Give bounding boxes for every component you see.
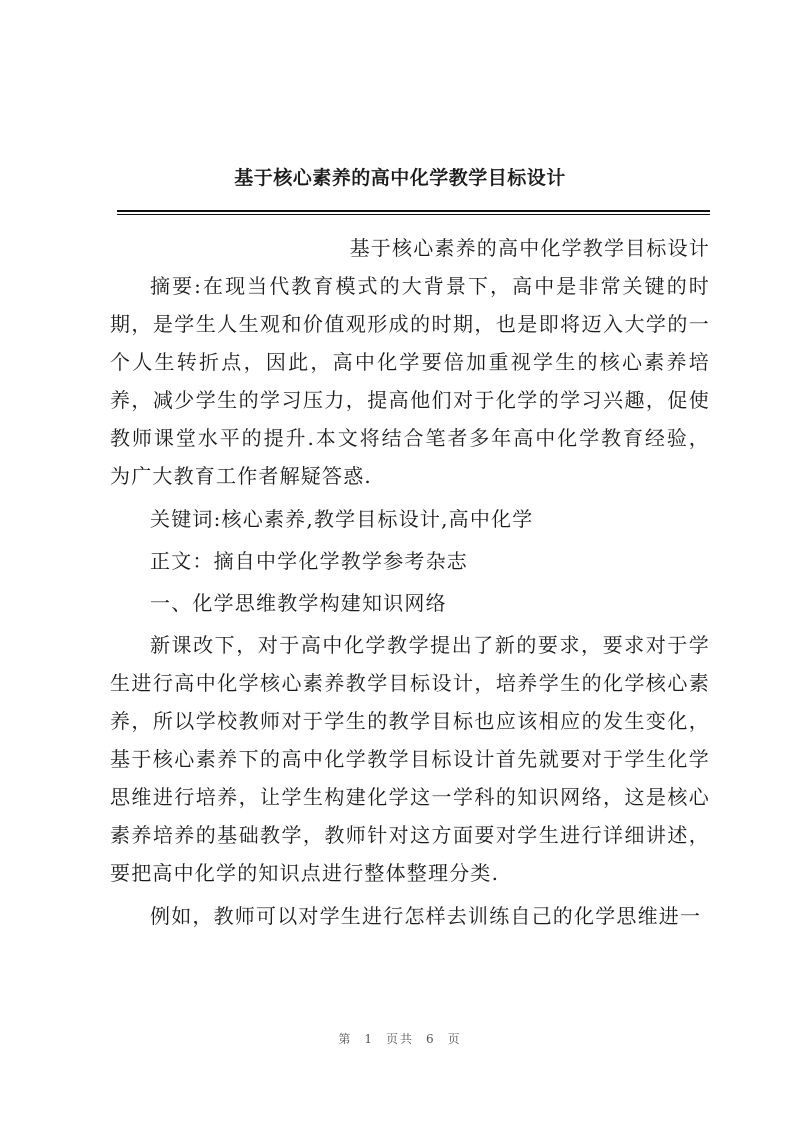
section-heading: 一、化学思维教学构建知识网络 (150, 591, 447, 615)
document-subheading: 基于核心素养的高中化学教学目标设计 (349, 236, 710, 260)
page-title: 基于核心素养的高中化学教学目标设计 (234, 167, 566, 189)
body-paragraph-continued: 例如，教师可以对学生进行怎样去训练自己的化学思维进一 (150, 904, 702, 928)
keywords-line: 关键词:核心素养,教学目标设计,高中化学 (150, 507, 534, 531)
document-body (110, 229, 710, 940)
source-line: 正文：摘自中学化学教学参考杂志 (150, 549, 468, 573)
title-divider-thick (117, 210, 710, 212)
footer-current-page: 1 (364, 1032, 374, 1046)
abstract-paragraph: 摘要:在现当代教育模式的大背景下，高中是非常关键的时期，是学生人生观和价值观形成的时期，也是即将迈入大学的一个人生转折点，因此，高中化学要倍加重视学生的核心素养培养，减少学生的学习压力，提高他们对于化学的学习兴趣，促使教师课堂水平的提升.本文将结合笔者多年高中化学教育经验，为广大教育工作者解疑答惑. (110, 274, 710, 488)
footer-prefix: 第 (338, 1032, 353, 1046)
page-footer (0, 1030, 800, 1047)
footer-total-pages: 6 (426, 1032, 436, 1046)
body-paragraph: 新课改下，对于高中化学教学提出了新的要求，要求对于学生进行高中化学核心素养教学目标设计，培养学生的化学核心素养，所以学校教师对于学生的教学目标也应该相应的发生变化，基于核心素养下的高中化学教学目标设计首先就要对于学生化学思维进行培养，让学生构建化学这一学科的知识网络，这是核心素养培养的基础教学，教师针对这方面要对学生进行详细讲述，要把高中化学的知识点进行整体整理分类. (110, 633, 710, 885)
footer-suffix: 页 (447, 1032, 462, 1046)
title-divider-thin (117, 214, 710, 215)
footer-middle: 页共 (385, 1032, 414, 1046)
